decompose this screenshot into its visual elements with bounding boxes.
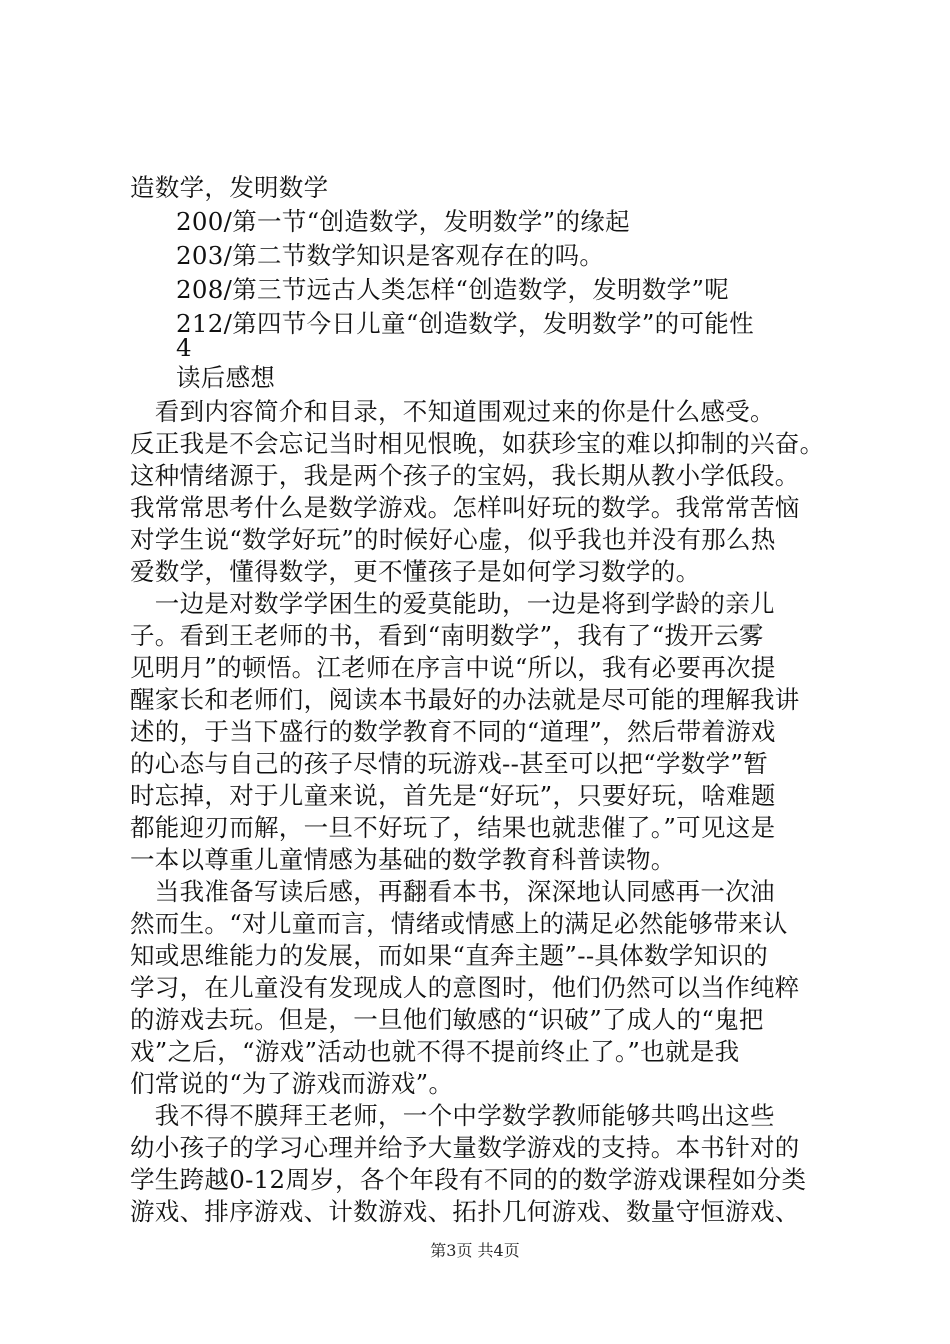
body-line: 的心态与自己的孩子尽情的玩游戏--甚至可以把“学数学”暂 <box>130 749 769 778</box>
body-line: 幼小孩子的学习心理并给予大量数学游戏的支持。本书针对的 <box>130 1133 800 1162</box>
body-line: 当我准备写读后感，再翻看本书，深深地认同感再一次油 <box>130 877 775 906</box>
body-line: 都能迎刃而解，一旦不好玩了，结果也就悲催了。”可见这是 <box>130 813 776 842</box>
body-line: 戏”之后，“游戏”活动也就不得不提前终止了。”也就是我 <box>130 1037 740 1066</box>
section-title: 读后感想 <box>176 363 276 392</box>
body-line: 的游戏去玩。但是，一旦他们敏感的“识破”了成人的“鬼把 <box>130 1005 764 1034</box>
section-number: 4 <box>176 333 192 362</box>
body-line: 游戏、排序游戏、计数游戏、拓扑几何游戏、数量守恒游戏、 <box>130 1197 800 1226</box>
body-line: 对学生说“数学好玩”的时候好心虚，似乎我也并没有那么热 <box>130 525 776 554</box>
body-line: 这种情绪源于，我是两个孩子的宝妈，我长期从教小学低段。 <box>130 461 800 490</box>
body-line: 爱数学，懂得数学，更不懂孩子是如何学习数学的。 <box>130 557 701 586</box>
toc-entry: 200/第一节“创造数学，发明数学”的缘起 <box>176 207 630 236</box>
body-line: 们常说的“为了游戏而游戏”。 <box>130 1069 454 1098</box>
body-line: 反正我是不会忘记当时相见恨晚，如获珍宝的难以抑制的兴奋。 <box>130 429 825 458</box>
body-line: 醒家长和老师们，阅读本书最好的办法就是尽可能的理解我讲 <box>130 685 800 714</box>
heading-tail: 造数学，发明数学 <box>130 173 329 202</box>
body-line: 我不得不膜拜王老师，一个中学数学教师能够共鸣出这些 <box>130 1101 775 1130</box>
body-line: 见明月”的顿悟。江老师在序言中说“所以，我有必要再次提 <box>130 653 776 682</box>
toc-entry: 212/第四节今日儿童“创造数学，发明数学”的可能性 <box>176 309 754 338</box>
body-line: 一本以尊重儿童情感为基础的数学教育科普读物。 <box>130 845 676 874</box>
body-line: 述的，于当下盛行的数学教育不同的“道理”，然后带着游戏 <box>130 717 776 746</box>
body-line: 学生跨越0-12周岁，各个年段有不同的的数学游戏课程如分类 <box>130 1165 807 1194</box>
body-line: 我常常思考什么是数学游戏。怎样叫好玩的数学。我常常苦恼 <box>130 493 800 522</box>
body-line: 看到内容简介和目录，不知道围观过来的你是什么感受。 <box>130 397 775 426</box>
body-line: 知或思维能力的发展，而如果“直奔主题”--具体数学知识的 <box>130 941 769 970</box>
body-line: 学习，在儿童没有发现成人的意图时，他们仍然可以当作纯粹 <box>130 973 800 1002</box>
body-line: 然而生。“对儿童而言，情绪或情感上的满足必然能够带来认 <box>130 909 788 938</box>
body-line: 一边是对数学学困生的爱莫能助，一边是将到学龄的亲儿 <box>130 589 775 618</box>
page-footer: 第3页 共4页 <box>430 1241 520 1260</box>
body-line: 子。看到王老师的书，看到“南明数学”，我有了“拨开云雾 <box>130 621 764 650</box>
toc-entry: 208/第三节远古人类怎样“创造数学，发明数学”呢 <box>176 275 730 304</box>
body-line: 时忘掉，对于儿童来说，首先是“好玩”，只要好玩，啥难题 <box>130 781 776 810</box>
toc-entry: 203/第二节数学知识是客观存在的吗。 <box>176 241 605 270</box>
